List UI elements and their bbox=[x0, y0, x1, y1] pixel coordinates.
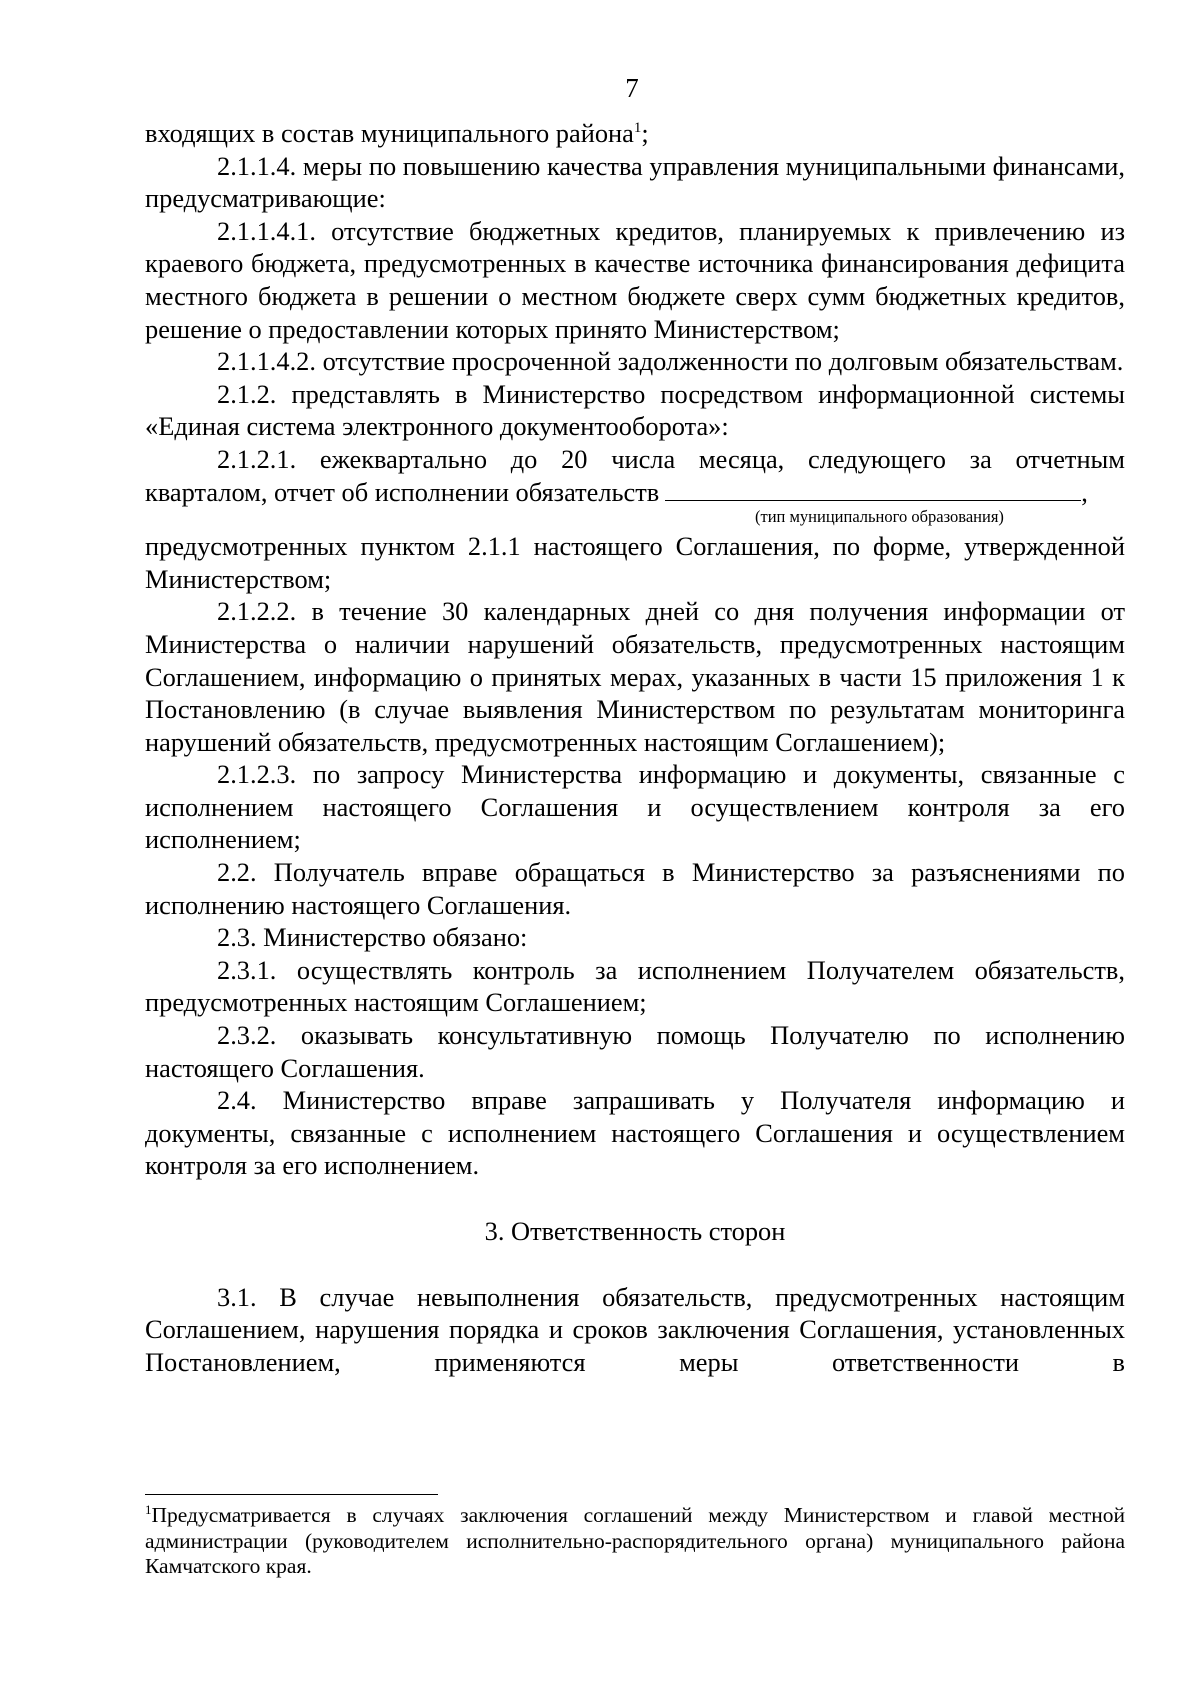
clause-2-1-2-1: 2.1.2.1. ежеквартально до 20 числа месяца, следующего за отчетным bbox=[217, 443, 1125, 474]
fill-line-caption: (тип муниципального образования) bbox=[755, 507, 1004, 527]
paragraph-text: кварталом, отчет об исполнении обязательств bbox=[145, 476, 660, 507]
clause-2-4: 2.4. Министерство вправе запрашивать у Получателя информацию и документы, связанные с исполнением настоящего Соглашения и осуществлением контроля за его исполнением. bbox=[145, 1085, 1125, 1181]
clause-2-1-2-2: 2.1.2.2. в течение 30 календарных дней со дня получения информации от Министерства о наличии нарушений обязательств, предусмотренных настоящим Соглашением, информацию о принятых мерах, указанных в части 15 приложения 1 к Постановлению (в случае выявления Министерством по результатам мониторинга нарушений обязательств, предусмотренных настоящим Соглашением); bbox=[145, 596, 1125, 757]
spacer bbox=[145, 1182, 1125, 1215]
footnote-marker: 1 bbox=[145, 1502, 152, 1517]
spacer bbox=[145, 1248, 1125, 1281]
clause-2-3-2: 2.3.2. оказывать консультативную помощь Получателю по исполнению настоящего Соглашения. bbox=[145, 1020, 1125, 1083]
document-body bbox=[145, 117, 1125, 1378]
paragraph-text: входящих в состав муниципального района bbox=[145, 118, 634, 148]
footnote-text: Предусматривается в случаях заключения соглашений между Министерством и главой местной администрации (руководителем исполнительно-распорядительного органа) муниципального района Камчатского края. bbox=[145, 1503, 1125, 1578]
clause-2-1-1-4: 2.1.1.4. меры по повышению качества управления муниципальными финансами, предусматривающие: bbox=[145, 150, 1125, 214]
clause-2-1-2-1-end: предусмотренных пунктом 2.1.1 настоящего Соглашения, по форме, утвержденной Министерством; bbox=[145, 531, 1125, 594]
clause-2-2: 2.2. Получатель вправе обращаться в Министерство за разъяснениями по исполнению настоящего Соглашения. bbox=[145, 857, 1125, 920]
blank-fill-line bbox=[665, 478, 1081, 501]
clause-2-1-1-4-1: 2.1.1.4.1. отсутствие бюджетных кредитов, планируемых к привлечению из краевого бюджета, предусмотренных в качестве источника финансирования дефицита местного бюджета в решении о местном бюджете сверх сумм бюджетных кредитов, решение о предоставлении которых принято Министерством; bbox=[145, 215, 1125, 344]
footnote-separator bbox=[145, 1494, 438, 1495]
clause-2-3: 2.3. Министерство обязано: bbox=[217, 922, 528, 953]
footnote-reference: 1 bbox=[633, 120, 642, 136]
paragraph-punct: ; bbox=[641, 118, 649, 148]
footnote bbox=[145, 1503, 1125, 1580]
section-heading: 3. Ответственность сторон bbox=[484, 1216, 786, 1246]
clause-2-1-2-1-continuation bbox=[145, 476, 1125, 509]
paragraph-punct: , bbox=[1081, 476, 1088, 507]
clause-2-1-1-4-2: 2.1.1.4.2. отсутствие просроченной задолженности по долговым обязательствам. bbox=[217, 346, 1124, 377]
clause-2-3-1: 2.3.1. осуществлять контроль за исполнением Получателем обязательств, предусмотренных настоящим Соглашением; bbox=[145, 954, 1125, 1018]
paragraph-continuation bbox=[145, 117, 1125, 150]
clause-3-1: 3.1. В случае невыполнения обязательств, предусмотренных настоящим Соглашением, нарушения порядка и сроков заключения Соглашения, установленных Постановлением, применяются меры ответственности в bbox=[145, 1281, 1125, 1377]
page-number: 7 bbox=[625, 73, 639, 103]
clause-2-1-2: 2.1.2. представлять в Министерство посредством информационной системы «Единая система электронного документооборота»: bbox=[145, 378, 1125, 442]
clause-2-1-2-3: 2.1.2.3. по запросу Министерства информацию и документы, связанные с исполнением настоящего Соглашения и осуществлением контроля за его исполнением; bbox=[145, 759, 1125, 855]
